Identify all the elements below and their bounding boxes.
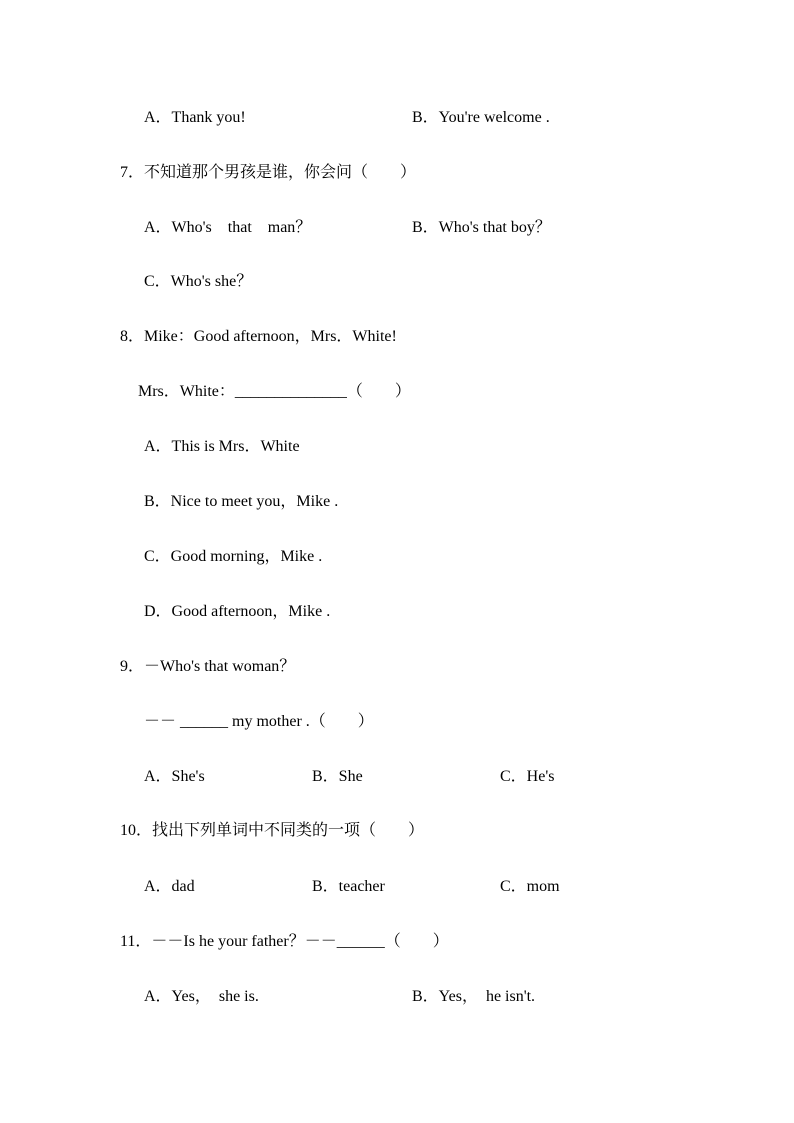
q11-stem: 11．－－Is he your father？－－______（ ） (120, 933, 449, 950)
q9-option-a: A．She's (144, 768, 205, 785)
q8-option-d: D．Good afternoon，Mike . (144, 603, 331, 620)
q10-option-a: A．dad (144, 878, 195, 895)
q9-option-c: C．He's (500, 768, 555, 785)
q10-option-b: B．teacher (312, 878, 385, 895)
q8-option-b: B．Nice to meet you，Mike . (144, 493, 339, 510)
q11-option-a: A．Yes， she is. (144, 988, 259, 1005)
q7-option-a: A．Who's that man？ (144, 219, 312, 236)
q9-stem: 9．－Who's that woman？ (120, 658, 296, 675)
q8-option-a: A．This is Mrs．White (144, 438, 300, 455)
q8-reply: Mrs．White：______________（ ） (138, 383, 411, 400)
q6-option-a: A．Thank you! (144, 109, 246, 126)
q10-option-c: C．mom (500, 878, 560, 895)
q7-option-b: B．Who's that boy？ (412, 219, 551, 236)
q9-option-b: B．She (312, 768, 363, 785)
q7-stem: 7．不知道那个男孩是谁，你会问（ ） (120, 164, 417, 181)
q9-reply: －－ ______ my mother .（ ） (144, 713, 374, 730)
q8-option-c: C．Good morning，Mike . (144, 548, 323, 565)
q11-option-b: B．Yes， he isn't. (412, 988, 536, 1005)
q6-option-b: B．You're welcome . (412, 109, 550, 126)
q7-option-c: C．Who's she？ (144, 273, 253, 290)
q10-stem: 10．找出下列单词中不同类的一项（ ） (120, 822, 425, 839)
q8-stem: 8．Mike：Good afternoon，Mrs．White! (120, 328, 397, 345)
